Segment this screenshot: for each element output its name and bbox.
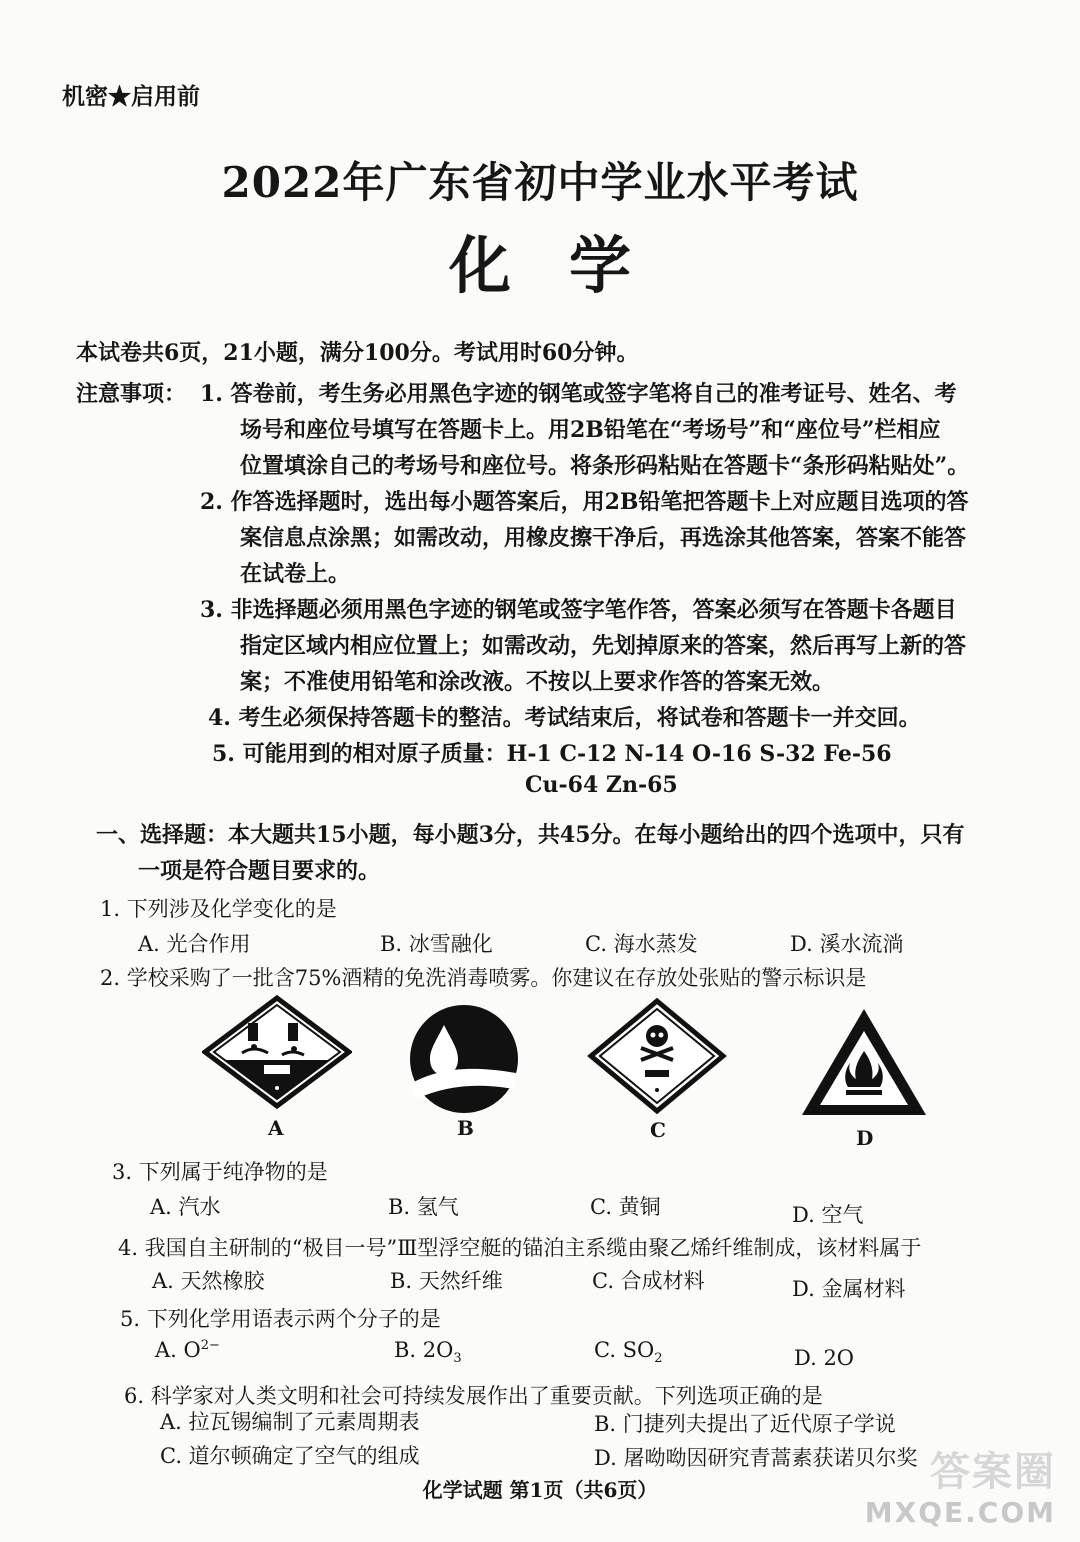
notice-line: 场号和座位号填写在答题卡上。用2B铅笔在“考场号”和“座位号”栏相应 [240, 417, 941, 443]
question-1-option-c: C. 海水蒸发 [585, 932, 698, 956]
flammable-sign-icon [798, 1005, 930, 1120]
notice-line: 在试卷上。 [240, 561, 351, 587]
question-5-option-b: B. $2O_3$ [394, 1338, 462, 1367]
notice-line: 4. 考生必须保持答题卡的整洁。考试结束后，将试卷和答题卡一并交回。 [208, 705, 921, 731]
question-4-option-b: B. 天然纤维 [390, 1269, 503, 1293]
question-6-option-d: D. 屠呦呦因研究青蒿素获诺贝尔奖 [594, 1446, 918, 1470]
subject-title: 化学 [448, 229, 689, 302]
question-6-stem: 6. 科学家对人类文明和社会可持续发展作出了重要贡献。下列选项正确的是 [124, 1384, 823, 1408]
notice-line: Cu-64 Zn-65 [525, 772, 678, 798]
question-4-stem: 4. 我国自主研制的“极目一号”Ⅲ型浮空艇的锚泊主系缆由聚乙烯纤维制成，该材料属于 [118, 1236, 922, 1260]
question-4-option-c: C. 合成材料 [592, 1269, 705, 1293]
question-1-option-b: B. 冰雪融化 [380, 932, 493, 956]
question-5-option-c: C. $SO_2$ [594, 1338, 663, 1367]
section-heading-cont: 一项是符合题目要求的。 [138, 858, 381, 884]
question-3-option-b: B. 氢气 [388, 1195, 459, 1219]
notice-line: 3. 非选择题必须用黑色字迹的钢笔或签字笔作答，答案必须写在答题卡各题目 [200, 597, 957, 623]
question-5-option-a: A. $O^{2-}$ [155, 1338, 220, 1362]
question-1-option-a: A. 光合作用 [138, 932, 251, 956]
exam-intro: 本试卷共6页，21小题，满分100分。考试用时60分钟。 [76, 340, 639, 366]
confidential-mark: 机密★启用前 [62, 83, 200, 110]
notice-line: 指定区域内相应位置上；如需改动，先划掉原来的答案，然后再写上新的答 [240, 633, 967, 659]
question-5-option-d: D. 2O [794, 1346, 855, 1370]
question-1-option-d: D. 溪水流淌 [790, 932, 904, 956]
section-heading: 一、选择题：本大题共15小题，每小题3分，共45分。在每小题给出的四个选项中，只有 [96, 822, 965, 848]
watermark-site: MXQE.COM [864, 1496, 1056, 1529]
notice-line: 1. 答卷前，考生务必用黑色字迹的钢笔或签字笔将自己的准考证号、姓名、考 [200, 381, 957, 407]
toxic-sign-icon [587, 998, 727, 1116]
page-footer: 化学试题 第1页（共6页） [422, 1478, 658, 1502]
sign-label-a: A [268, 1116, 284, 1140]
question-3-option-c: C. 黄铜 [590, 1195, 661, 1219]
question-3-option-d: D. 空气 [792, 1203, 864, 1227]
question-1-stem: 1. 下列涉及化学变化的是 [100, 897, 337, 921]
sign-label-d: D [856, 1126, 874, 1150]
question-6-option-c: C. 道尔顿确定了空气的组成 [160, 1444, 420, 1468]
question-5-stem: 5. 下列化学用语表示两个分子的是 [120, 1307, 441, 1331]
sign-label-b: B [457, 1116, 474, 1140]
question-6-option-a: A. 拉瓦锡编制了元素周期表 [160, 1410, 420, 1434]
notice-line: 位置填涂自己的考场号和座位号。将条形码粘贴在答题卡“条形码粘贴处”。 [240, 453, 970, 479]
question-4-option-a: A. 天然橡胶 [152, 1269, 265, 1293]
watermark-logo: 答案圈 [930, 1449, 1056, 1495]
corrosive-sign-icon [202, 995, 352, 1110]
water-conservation-sign-icon [408, 1003, 520, 1115]
question-6-option-b: B. 门捷列夫提出了近代原子学说 [594, 1412, 896, 1436]
notice-line: 5. 可能用到的相对原子质量：H-1 C-12 N-14 O-16 S-32 Fe-56 [212, 741, 892, 767]
notice-line: 案；不准使用铅笔和涂改液。不按以上要求作答的答案无效。 [240, 669, 835, 695]
question-2-stem: 2. 学校采购了一批含75%酒精的免洗消毒喷雾。你建议在存放处张贴的警示标识是 [100, 966, 867, 990]
sign-label-c: C [650, 1118, 666, 1142]
question-3-stem: 3. 下列属于纯净物的是 [112, 1160, 328, 1184]
question-3-option-a: A. 汽水 [150, 1195, 221, 1219]
notice-label: 注意事项： [76, 381, 187, 407]
exam-title: 2022年广东省初中学业水平考试 [221, 158, 859, 207]
question-4-option-d: D. 金属材料 [792, 1277, 906, 1301]
notice-line: 案信息点涂黑；如需改动，用橡皮擦干净后，再选涂其他答案，答案不能答 [240, 525, 967, 551]
notice-line: 2. 作答选择题时，选出每小题答案后，用2B铅笔把答题卡上对应题目选项的答 [200, 489, 969, 515]
